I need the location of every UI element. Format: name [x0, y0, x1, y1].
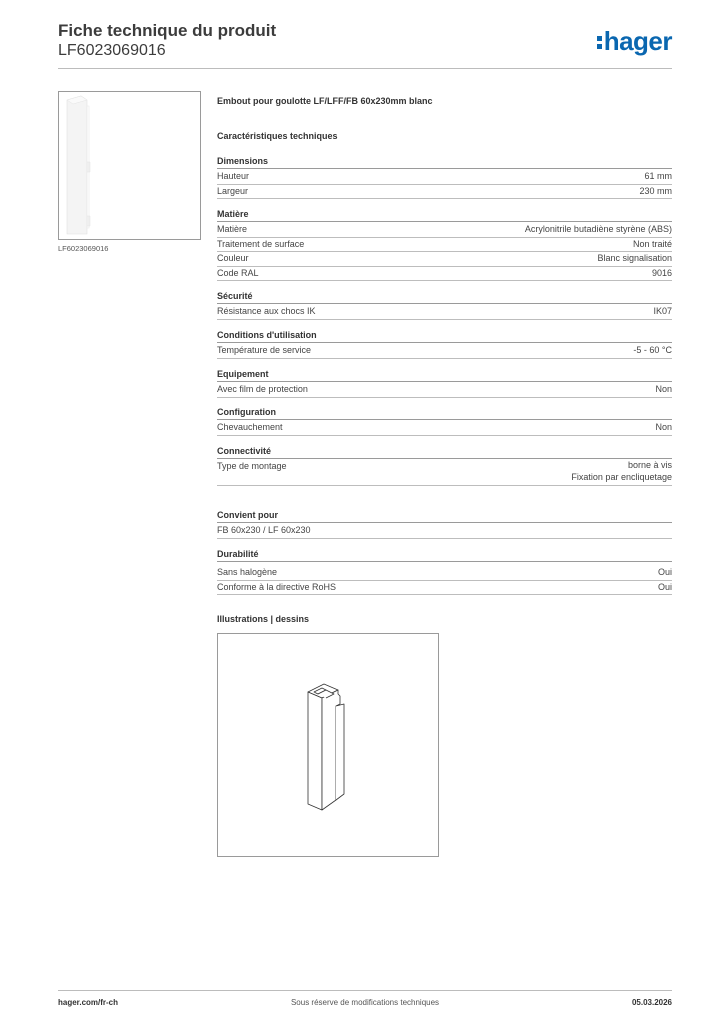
spec-label: Couleur [217, 253, 249, 263]
product-reference: LF6023069016 [58, 42, 166, 59]
section-title-equipement: Equipement [217, 368, 672, 382]
spec-value [571, 460, 672, 483]
spec-label: Avec film de protection [217, 384, 308, 394]
section-title-convient: Convient pour [217, 509, 672, 523]
spec-value-line: Fixation par encliquetage [571, 471, 672, 482]
spec-label: Traitement de surface [217, 238, 305, 249]
spec-label: Largeur [217, 185, 249, 196]
spec-row [217, 460, 672, 486]
product-thumbnail-image [59, 92, 202, 241]
spec-value: IK07 [653, 306, 672, 316]
spec-value: 9016 [651, 267, 672, 278]
spec-row [217, 344, 672, 359]
product-drawing [218, 634, 440, 858]
spec-row [217, 223, 672, 238]
product-thumbnail [58, 91, 201, 240]
spec-label: Résistance aux chocs IK [217, 306, 316, 316]
illustration-box [217, 633, 439, 857]
spec-label: Type de montage [217, 461, 287, 471]
section-title-configuration: Configuration [217, 406, 672, 420]
spec-value: Oui [657, 567, 672, 577]
spec-row [217, 305, 672, 320]
spec-value: Oui [657, 581, 672, 592]
footer-date: 05.03.2026 [631, 998, 672, 1007]
footer-disclaimer: Sous réserve de modifications techniques [290, 998, 440, 1007]
logo-text: hager [603, 26, 672, 56]
spec-label: Code RAL [217, 267, 259, 278]
spec-row [217, 566, 672, 581]
spec-row [217, 170, 672, 185]
spec-row [217, 383, 672, 398]
section-title-dimensions: Dimensions [217, 155, 672, 169]
spec-label: Température de service [217, 345, 312, 355]
spec-value: Non [655, 384, 672, 394]
spec-label: Sans halogène [217, 567, 278, 577]
section-title-conditions: Conditions d'utilisation [217, 329, 672, 343]
spec-row [217, 267, 672, 282]
spec-value: Non traité [632, 238, 672, 249]
spec-label: Chevauchement [217, 422, 283, 432]
spec-row [217, 524, 672, 539]
hager-logo [597, 27, 672, 55]
spec-row [217, 238, 672, 253]
spec-label: Hauteur [217, 171, 250, 181]
spec-value: 230 mm [639, 185, 672, 196]
spec-value: Blanc signalisation [597, 253, 672, 263]
spec-row [217, 581, 672, 596]
section-title-matiere: Matière [217, 208, 672, 222]
logo-dots-icon [597, 27, 602, 55]
section-title-connectivite: Connectivité [217, 445, 672, 459]
product-name: Embout pour goulotte LF/LFF/FB 60x230mm blanc [217, 96, 433, 106]
spec-value-line: borne à vis [627, 460, 672, 470]
spec-value: Non [655, 422, 672, 432]
spec-label: FB 60x230 / LF 60x230 [217, 525, 311, 535]
spec-value: 61 mm [644, 171, 672, 181]
section-title-durabilite: Durabilité [217, 548, 672, 562]
footer-website-link[interactable]: hager.com/fr-ch [58, 998, 119, 1007]
document-title: Fiche technique du produit [58, 21, 277, 40]
characteristics-heading: Caractéristiques techniques [217, 131, 338, 141]
spec-label: Matière [217, 224, 248, 234]
footer-divider [58, 990, 672, 991]
spec-value: Acrylonitrile butadiène styrène (ABS) [524, 224, 672, 234]
spec-row [217, 421, 672, 436]
spec-row [217, 252, 672, 267]
illustrations-title: Illustrations | dessins [217, 614, 310, 624]
thumbnail-caption: LF6023069016 [58, 244, 109, 253]
page-header [58, 20, 672, 70]
spec-label: Conforme à la directive RoHS [217, 581, 337, 592]
section-title-securite: Sécurité [217, 290, 672, 304]
spec-value: -5 - 60 °C [633, 345, 672, 355]
header-divider [58, 68, 672, 69]
spec-row [217, 185, 672, 200]
